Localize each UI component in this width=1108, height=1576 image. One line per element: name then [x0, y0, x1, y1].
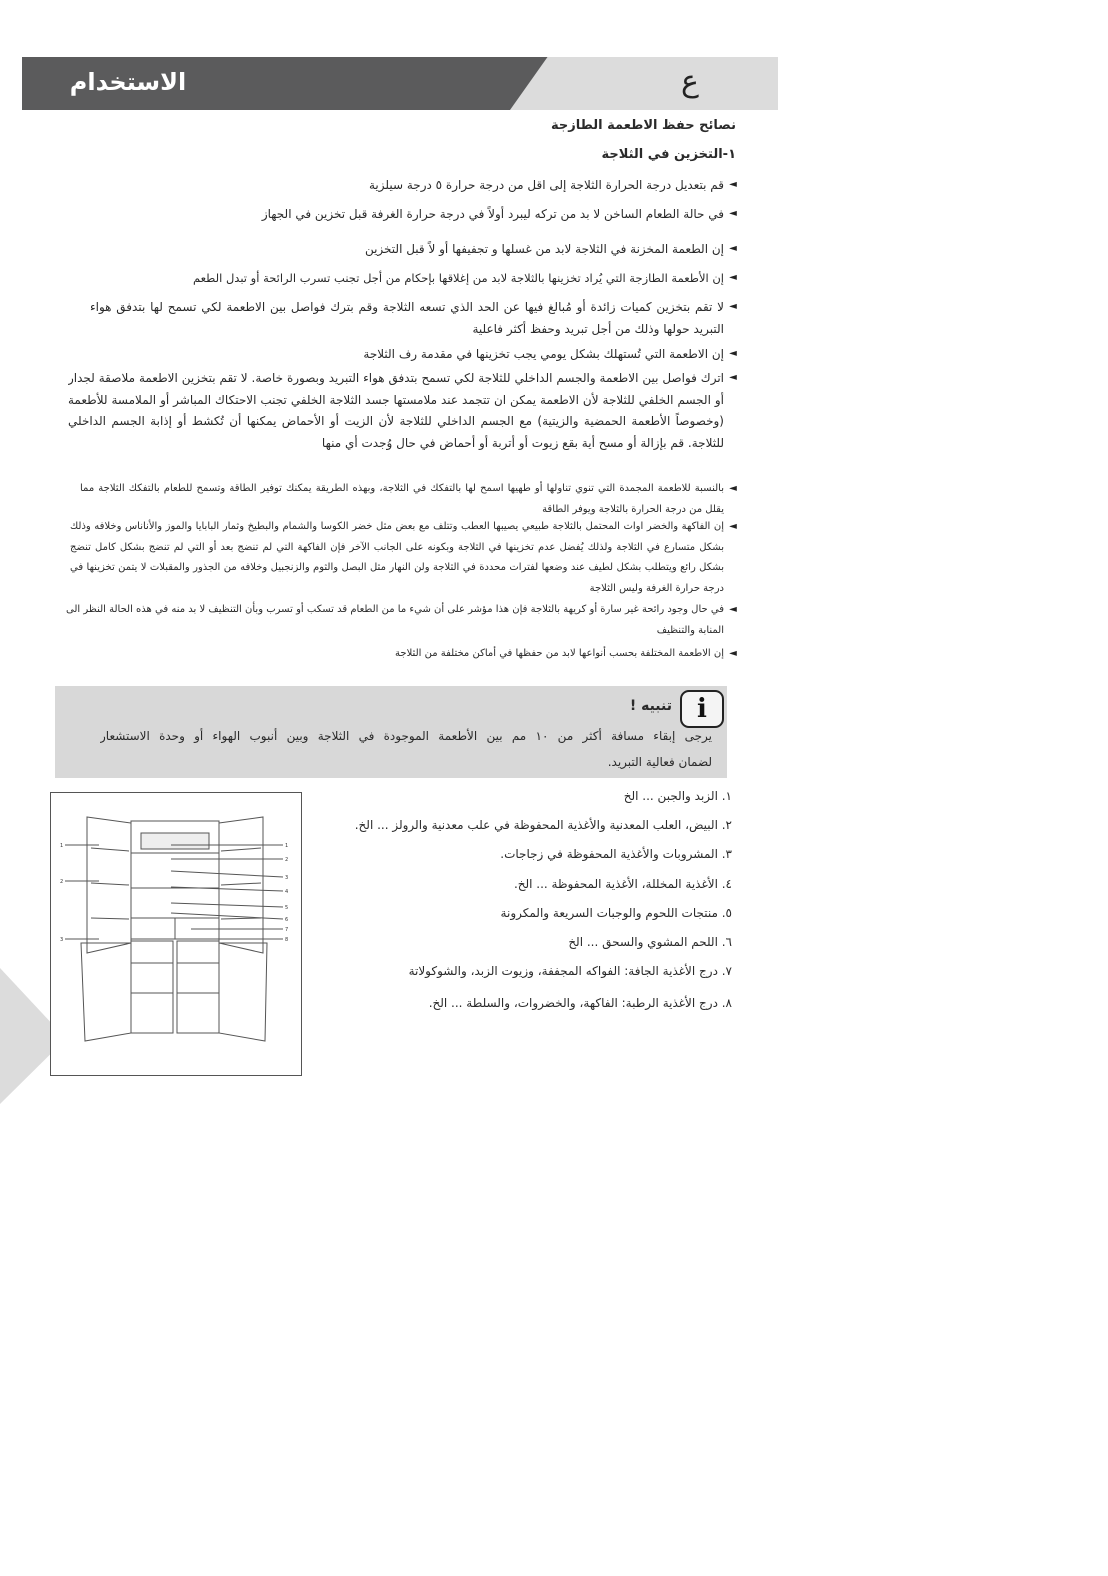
bullet-arrow-icon: ◄ — [729, 301, 737, 312]
callout-label: 1 — [60, 843, 64, 849]
callout-label: 3 — [60, 937, 64, 943]
bullet-item: اترك فواصل بين الاطعمة والجسم الداخلي للثلاجة لكي تسمح بتدفق هواء التبريد وبصورة خاصة. لا تقم بتخزين الاطعمة ملاصقة لجدار أو الجسم الخلفي للثلاجة لأن الاطعمة يمكن ان تتجمد عند ملامستها جسد الثلاجة الخلفي تجنب الاحتكاك المباشر أو الملامسة للأطعمة (وخصوصاً الأطعمة الحمضية والزيتية) مع الجسم الداخلي للثلاجة لأن الزيت أو الأحماض يمكنها أن تُكشط أو إذابة الجسم الداخلي للثلاجة. قم بإزالة أو مسح أية بقع زيوت أو أتربة أو أحماض في حال وُجدت أي منها — [68, 371, 724, 450]
legend-item: ٦. اللحم المشوي والسحق ... الخ — [568, 935, 732, 949]
info-icon: i — [680, 690, 724, 728]
callout-label: 1 — [285, 843, 289, 849]
bullet-item: لا تقم بتخزين كميات زائدة أو مُبالغ فيها عن الحد الذي تسعه الثلاجة وقم بترك فواصل بين الاطعمة لكي تسمح لها بتدفق هواء التبريد حولها وذلك من أجل تبريد وحفظ أكثر فاعلية — [90, 300, 724, 336]
section-title: الاستخدام — [69, 68, 187, 96]
callout-label: 3 — [285, 875, 289, 881]
notice-text-line2: لضمان فعالية التبريد. — [607, 755, 712, 769]
bullet-item: في حال وجود رائحة غير سارة أو كريهة بالثلاجة فإن هذا مؤشر على أن شيء ما من الطعام قد تسكب أو تسرب وبأن التنظيف لا بد منه في هذه الحالة النظر الى المنابة والتنظيف — [66, 604, 724, 636]
bullet-item: إن الاطعمة التي تُستهلك بشكل يومي يجب تخزينها في مقدمة رف الثلاجة — [363, 347, 724, 361]
right-door-lower — [219, 943, 267, 1041]
header-banner-light — [510, 57, 778, 110]
bullet-arrow-icon: ◄ — [729, 179, 737, 190]
legend-item: ٤. الأغذية المخللة، الأغذية المحفوظة ... الخ. — [513, 877, 732, 891]
left-door-lower — [81, 943, 131, 1041]
legend-item: ٢. البيض، العلب المعدنية والأغذية المحفوظة في علب معدنية والرولز ... الخ. — [354, 818, 732, 832]
page-subheading: ١-التخزين في الثلاجة — [601, 147, 736, 162]
legend-item: ٣. المشروبات والأغذية المحفوظة في زجاجات. — [500, 847, 732, 861]
bullet-arrow-icon: ◄ — [729, 243, 737, 254]
bullet-item: إن الطعمة المخزنة في الثلاجة لابد من غسلها و تجفيفها أو لاً قبل التخزين — [364, 242, 724, 256]
bullet-arrow-icon: ◄ — [729, 648, 737, 659]
callout-label: 2 — [60, 879, 64, 885]
bullet-arrow-icon: ◄ — [729, 521, 737, 532]
bullet-item: بالنسبة للاطعمة المجمدة التي تنوي تناولها أو طهيها اسمح لها بالتفكك في الثلاجة، وبهذه الطريقة يمكنك توفير الطاقة وتسمح للطعام بالتفكك الثلاجة مما يقلل من درجة الحرارة بالثلاجة ويوفر الطاقة — [80, 483, 724, 515]
notice-text-line1: يرجى إبقاء مسافة أكثر من ١٠ مم بين الأطعمة الموجودة في الثلاجة وبين أنبوب الهواء أو وحدة الاستشعار — [100, 729, 712, 743]
bullet-item: إن الفاكهة والخضر اوات المحتمل بالثلاجة طبيعي يصيبها العطب وتتلف مع بعض مثل خضر الكوسا والشمام والبطيخ وثمار البابايا والموز والأناناس وخلافه وذلك بشكل متسارع في الثلاجة ولذلك يُفضل عدم تخزينها في الثلاجة وبكونه على الجانب الآخر فإن الفاكهة التي لم تنضج بعد أو التي لم تنضج بشكل كامل تنضج بشكل رائع ويتطلب بشكل لطيف عند وضعها لفترات محددة في الثلاجة ولن النهار مثل البصل والثوم والزنجبيل وخلافه من الجذور والمقبلات لا يتمن تخزينها في درجة حرارة الغرفة وليس الثلاجة — [70, 521, 724, 594]
callout-label: 6 — [285, 917, 289, 923]
legend-item: ٧. درج الأغذية الجافة: الفواكه المجففة، وزيوت الزبد، والشوكولاتة — [408, 964, 732, 978]
bullet-item: قم بتعديل درجة الحرارة الثلاجة إلى اقل من درجة حرارة ٥ درجة سيلزية — [368, 178, 724, 192]
legend-item: ١. الزبد والجبن ... الخ — [623, 789, 732, 803]
bullet-arrow-icon: ◄ — [729, 272, 737, 283]
legend-item: ٥. منتجات اللحوم والوجبات السريعة والمكرونة — [500, 906, 732, 920]
notice-title: تنبيه ! — [629, 698, 672, 714]
callout-label: 5 — [285, 905, 289, 911]
bullet-item: في حالة الطعام الساخن لا بد من تركه ليبرد أولاً في درجة حرارة الغرفة قبل تخزين في الجهاز — [261, 207, 724, 221]
bullet-arrow-icon: ◄ — [729, 208, 737, 219]
callout-label: 4 — [285, 889, 289, 895]
fridge-diagram — [50, 792, 302, 1076]
drawer-right — [177, 941, 219, 1033]
callout-label: 8 — [285, 937, 289, 943]
bullet-arrow-icon: ◄ — [729, 604, 737, 615]
drawer-left — [131, 941, 173, 1033]
callout-label: 2 — [285, 857, 289, 863]
callout-label: 7 — [285, 927, 289, 933]
fridge-illustration — [51, 793, 301, 1075]
bullet-arrow-icon: ◄ — [729, 372, 737, 383]
legend-item: ٨. درج الأغذية الرطبة: الفاكهة، والخضروات، والسلطة ... الخ. — [428, 996, 732, 1010]
bullet-arrow-icon: ◄ — [729, 348, 737, 359]
bullet-item: إن الأطعمة الطازجة التي يُراد تخزينها بالثلاجة لابد من إغلاقها بإحكام من أجل تجنب تسرب الرائحة أو تبدل الطعم — [192, 271, 724, 285]
page-letter: ع — [681, 64, 699, 99]
bullet-item: إن الاطعمة المختلفة بحسب أنواعها لابد من حفظها في أماكن مختلفة من الثلاجة — [395, 648, 724, 659]
page-heading: نصائح حفظ الاطعمة الطازجة — [551, 118, 736, 133]
bullet-arrow-icon: ◄ — [729, 483, 737, 494]
